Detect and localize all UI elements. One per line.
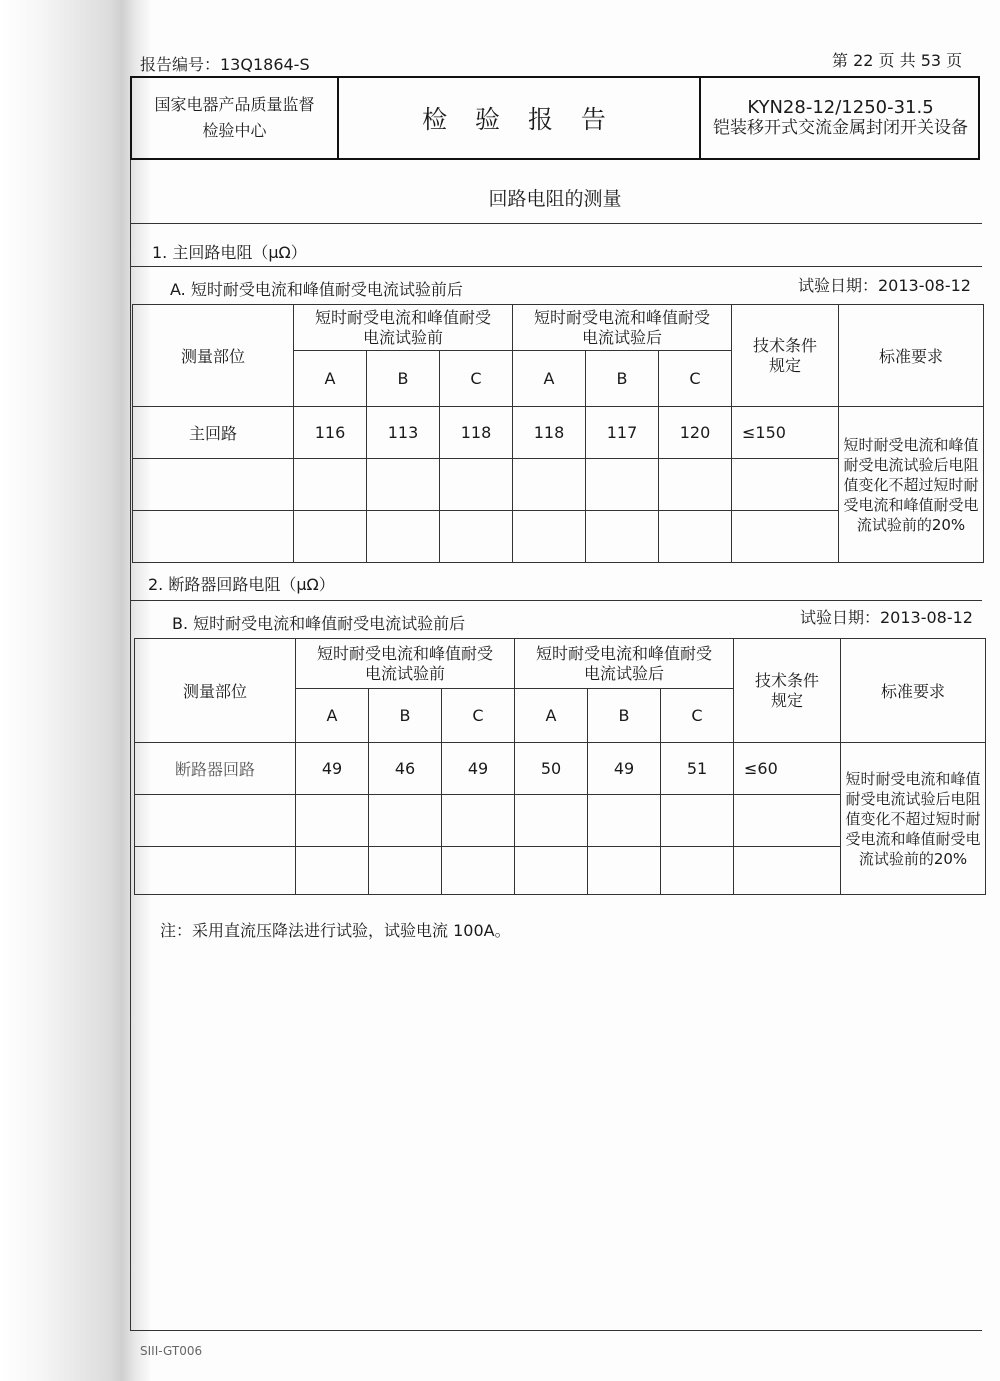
test-date: 试验日期：2013-08-12 xyxy=(800,608,973,627)
value-cell: 46 xyxy=(369,743,442,795)
phase-c-before: C xyxy=(440,351,513,407)
phase-b-before: B xyxy=(367,351,440,407)
divider xyxy=(130,600,982,601)
main-circuit-resistance-table xyxy=(132,304,984,563)
col-after-header: 短时耐受电流和峰值耐受电流试验后 xyxy=(515,639,734,689)
spec-value: ≤60 xyxy=(734,743,841,795)
standard-requirement: 短时耐受电流和峰值耐受电流试验后电阻值变化不超过短时耐受电流和峰值耐受电流试验前的20% xyxy=(839,407,984,563)
col-location-header: 测量部位 xyxy=(133,305,294,407)
divider xyxy=(130,223,982,224)
value-cell: 49 xyxy=(442,743,515,795)
issuing-organization xyxy=(132,78,337,158)
value-cell: 50 xyxy=(515,743,588,795)
row-label-breaker-circuit: 断路器回路 xyxy=(135,743,296,795)
value-cell: 120 xyxy=(659,407,732,459)
value-cell: 118 xyxy=(513,407,586,459)
col-std-header: 标准要求 xyxy=(841,639,986,743)
test-date: 试验日期：2013-08-12 xyxy=(798,276,971,295)
phase-c-before: C xyxy=(442,689,515,743)
section-heading: 2. 断路器回路电阻（μΩ） xyxy=(148,575,335,594)
product-model: KYN28-12/1250-31.5 xyxy=(747,97,934,118)
divider xyxy=(130,1330,982,1331)
col-before-header: 短时耐受电流和峰值耐受电流试验前 xyxy=(296,639,515,689)
divider xyxy=(130,266,982,267)
value-cell: 49 xyxy=(296,743,369,795)
test-subheading: B. 短时耐受电流和峰值耐受电流试验前后 xyxy=(172,614,466,633)
test-method-note: 注：采用直流压降法进行试验，试验电流 100A。 xyxy=(160,921,511,940)
section-title: 回路电阻的测量 xyxy=(488,188,622,210)
standard-requirement: 短时耐受电流和峰值耐受电流试验后电阻值变化不超过短时耐受电流和峰值耐受电流试验前的20% xyxy=(841,743,986,895)
form-code: SIII-GT006 xyxy=(140,1344,203,1358)
phase-a-after: A xyxy=(515,689,588,743)
col-after-header: 短时耐受电流和峰值耐受电流试验后 xyxy=(513,305,732,351)
spec-value: ≤150 xyxy=(732,407,839,459)
value-cell: 116 xyxy=(294,407,367,459)
report-number: 报告编号：13Q1864-S xyxy=(140,55,310,74)
test-subheading: A. 短时耐受电流和峰值耐受电流试验前后 xyxy=(170,280,463,299)
phase-b-before: B xyxy=(369,689,442,743)
col-spec-header: 技术条件规定 xyxy=(734,639,841,743)
value-cell: 51 xyxy=(661,743,734,795)
phase-b-after: B xyxy=(586,351,659,407)
phase-a-after: A xyxy=(513,351,586,407)
product-description: 铠装移开式交流金属封闭开关设备 xyxy=(713,118,968,138)
binding-shadow xyxy=(0,0,150,1381)
value-cell: 117 xyxy=(586,407,659,459)
col-spec-header: 技术条件规定 xyxy=(732,305,839,407)
document-title: 检 验 报 告 xyxy=(422,105,616,134)
value-cell: 49 xyxy=(588,743,661,795)
phase-a-before: A xyxy=(294,351,367,407)
phase-c-after: C xyxy=(661,689,734,743)
phase-b-after: B xyxy=(588,689,661,743)
section-heading: 1. 主回路电阻（μΩ） xyxy=(152,243,307,262)
col-location-header: 测量部位 xyxy=(135,639,296,743)
page-frame-left xyxy=(130,160,131,1330)
phase-a-before: A xyxy=(296,689,369,743)
col-before-header: 短时耐受电流和峰值耐受电流试验前 xyxy=(294,305,513,351)
page-number: 第 22 页 共 53 页 xyxy=(832,51,963,70)
col-std-header: 标准要求 xyxy=(839,305,984,407)
breaker-circuit-resistance-table xyxy=(134,638,986,895)
value-cell: 118 xyxy=(440,407,513,459)
value-cell: 113 xyxy=(367,407,440,459)
report-header xyxy=(130,76,980,160)
product-info xyxy=(701,78,980,158)
row-label-main-circuit: 主回路 xyxy=(133,407,294,459)
phase-c-after: C xyxy=(659,351,732,407)
org-name: 国家电器产品质量监督 xyxy=(154,95,315,114)
org-center: 检验中心 xyxy=(202,121,267,140)
